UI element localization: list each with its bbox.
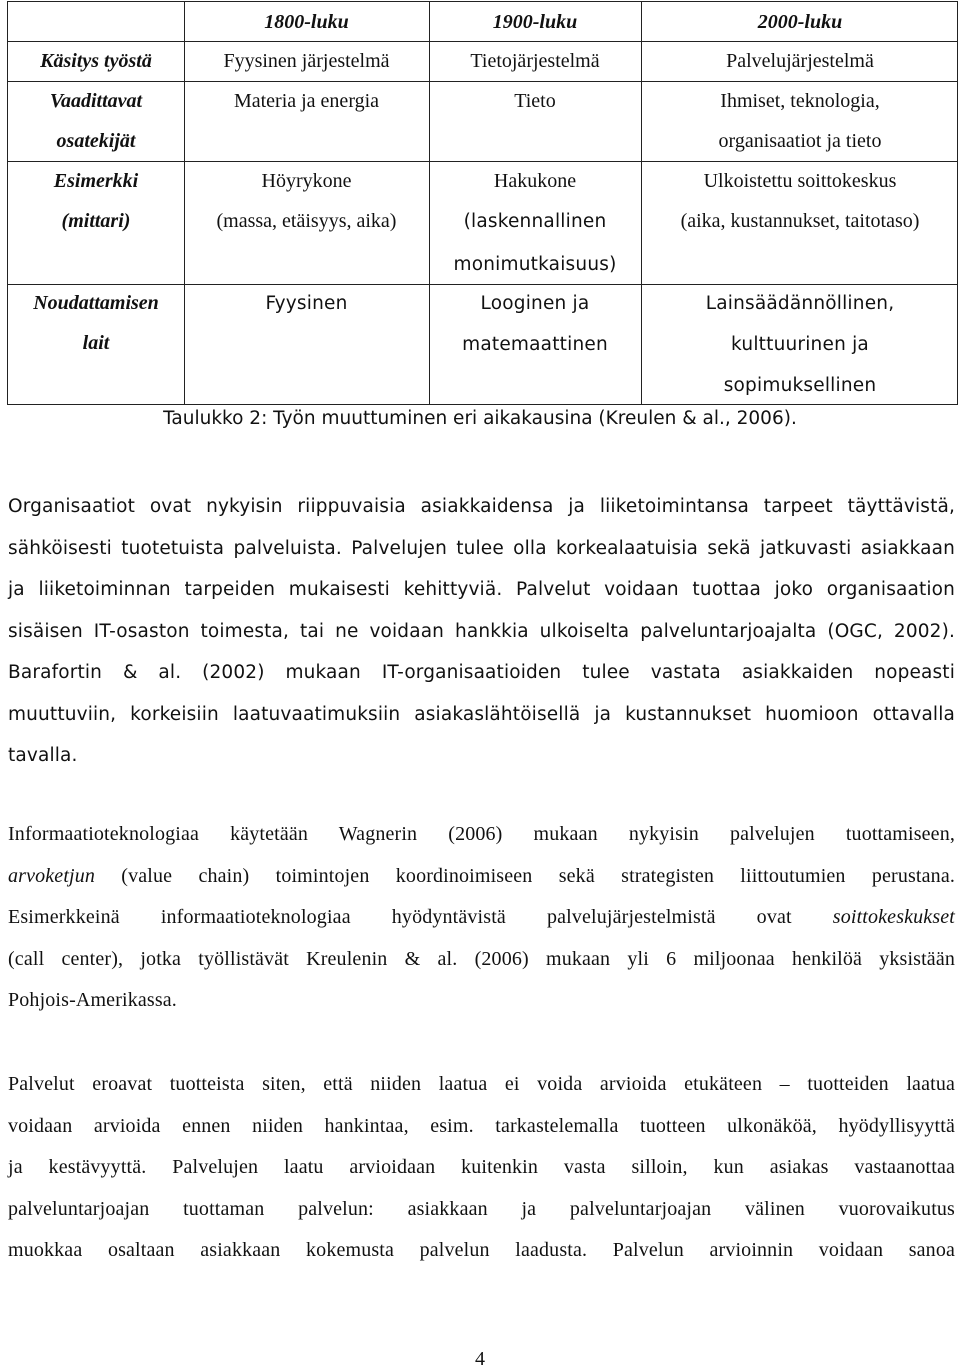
table-cell: monimutkaisuus)	[453, 254, 617, 275]
table-cell: organisaatiot ja tieto	[718, 130, 882, 152]
text-line: Informaatioteknologiaa käytetään Wagnerin (2006) mukaan nykyisin palvelujen tuottamiseen,	[8, 823, 955, 845]
table-cell: matemaattinen	[462, 334, 608, 355]
table-cell: Materia ja energia	[233, 90, 380, 112]
text-line: palveluntarjoajan tuottaman palvelun: asiakkaan ja palveluntarjoajan välinen vuorovaikutus	[8, 1197, 955, 1220]
table-cell: (laskennallinen	[463, 211, 607, 232]
italic-term: soittokeskukset	[832, 906, 955, 928]
row-label-noudattamisen: lait	[82, 332, 110, 354]
table-cell: (aika, kustannukset, taitotaso)	[680, 210, 920, 232]
text-line: (call center), jotka työllistävät Kreulenin & al. (2006) mukaan yli 6 miljoonaa henkilöä yksistään	[8, 947, 955, 970]
text-line: Palvelut eroavat tuotteista siten, että niiden laatua ei voida arvioida etukäteen – tuotteiden laatua	[8, 1073, 955, 1095]
text-line: ja kestävyyttä. Palvelujen laatu arvioidaan kuitenkin vasta silloin, kun asiakas vastaanottaa	[8, 1156, 955, 1178]
row-label-esimerkki: Esimerkki	[53, 170, 139, 192]
table-cell: Ulkoistettu soittokeskus	[703, 170, 897, 192]
page-number: 4	[475, 1348, 485, 1370]
table-cell: Tieto	[514, 90, 556, 112]
table-cell: Fyysinen	[265, 293, 348, 314]
text-line: sähköisesti tuotetuista palveluista. Palvelujen tulee olla korkealaatuisia sekä jatkuvasti asiakkaan	[8, 537, 955, 559]
table-cell: Höyrykone	[261, 170, 352, 192]
row-label-vaadittavat: Vaadittavat	[49, 90, 143, 112]
text-line: Barafortin & al. (2002) mukaan IT-organisaatioiden tulee vastata asiakkaiden nopeasti	[8, 662, 955, 683]
text-line-with-italic	[8, 897, 955, 939]
work-evolution-table	[7, 1, 958, 405]
row-label-esimerkki: (mittari)	[61, 210, 131, 232]
row-label-kasitys: Käsitys työstä	[40, 50, 152, 72]
text-line: Organisaatiot ovat nykyisin riippuvaisia asiakkaidensa ja liiketoimintansa tarpeet täyttävistä,	[8, 496, 955, 517]
text-line: muuttuviin, korkeisiin laatuvaatimuksiin asiakaslähtöisellä ja kustannukset huomioon ottavalla	[8, 703, 955, 725]
table-cell: Ihmiset, teknologia,	[720, 90, 880, 112]
text-line: sisäisen IT-osaston toimesta, tai ne voidaan hankkia ulkoiselta palveluntarjoajalta (OGC, 2002).	[8, 620, 955, 642]
text-line: Pohjois-Amerikassa.	[8, 989, 177, 1011]
table-header-1800: 1800-luku	[264, 11, 349, 33]
table-cell: Hakukone	[493, 170, 577, 192]
paragraph-organisaatiot	[8, 486, 955, 777]
paragraph-informaatioteknologia	[8, 814, 955, 1022]
table-cell: (massa, etäisyys, aika)	[216, 210, 397, 232]
paragraph-palvelut	[8, 1064, 955, 1272]
text-line-with-italic	[8, 856, 955, 898]
row-label-vaadittavat: osatekijät	[56, 130, 136, 152]
table-header-2000: 2000-luku	[757, 11, 843, 33]
table-cell: kulttuurinen ja	[731, 334, 869, 355]
text-line: tavalla.	[8, 745, 78, 766]
table-cell: sopimuksellinen	[723, 375, 877, 396]
table-header-1900: 1900-luku	[492, 11, 578, 33]
italic-term: arvoketjun	[8, 864, 96, 887]
table-cell: Tietojärjestelmä	[470, 50, 600, 72]
table-caption: Taulukko 2: Työn muuttuminen eri aikakausina (Kreulen & al., 2006).	[163, 408, 797, 429]
text-line: ja liiketoiminnan tarpeiden mukaisesti kehittyviä. Palvelut voidaan tuottaa joko organisaation	[8, 579, 955, 600]
row-label-noudattamisen: Noudattamisen	[33, 292, 159, 314]
table-cell: Palvelujärjestelmä	[726, 50, 874, 72]
text-line-rest: (value chain) toimintojen koordinoimiseen sekä strategisten liittoutumien perustana.	[95, 864, 955, 887]
text-line: muokkaa osaltaan asiakkaan kokemusta palvelun laadusta. Palvelun arvioinnin voidaan sanoa	[8, 1239, 955, 1261]
text-line-start: Esimerkkeinä informaatioteknologiaa hyödyntävistä palvelujärjestelmistä ovat	[8, 906, 833, 928]
table-cell: Lainsäädännöllinen,	[705, 293, 895, 314]
text-line: voidaan arvioida ennen niiden hankintaa, esim. tarkastelemalla tuotteen ulkonäköä, hyödyllisyyttä	[8, 1114, 955, 1137]
table-cell: Looginen ja	[480, 293, 590, 314]
table-cell: Fyysinen järjestelmä	[223, 50, 390, 72]
